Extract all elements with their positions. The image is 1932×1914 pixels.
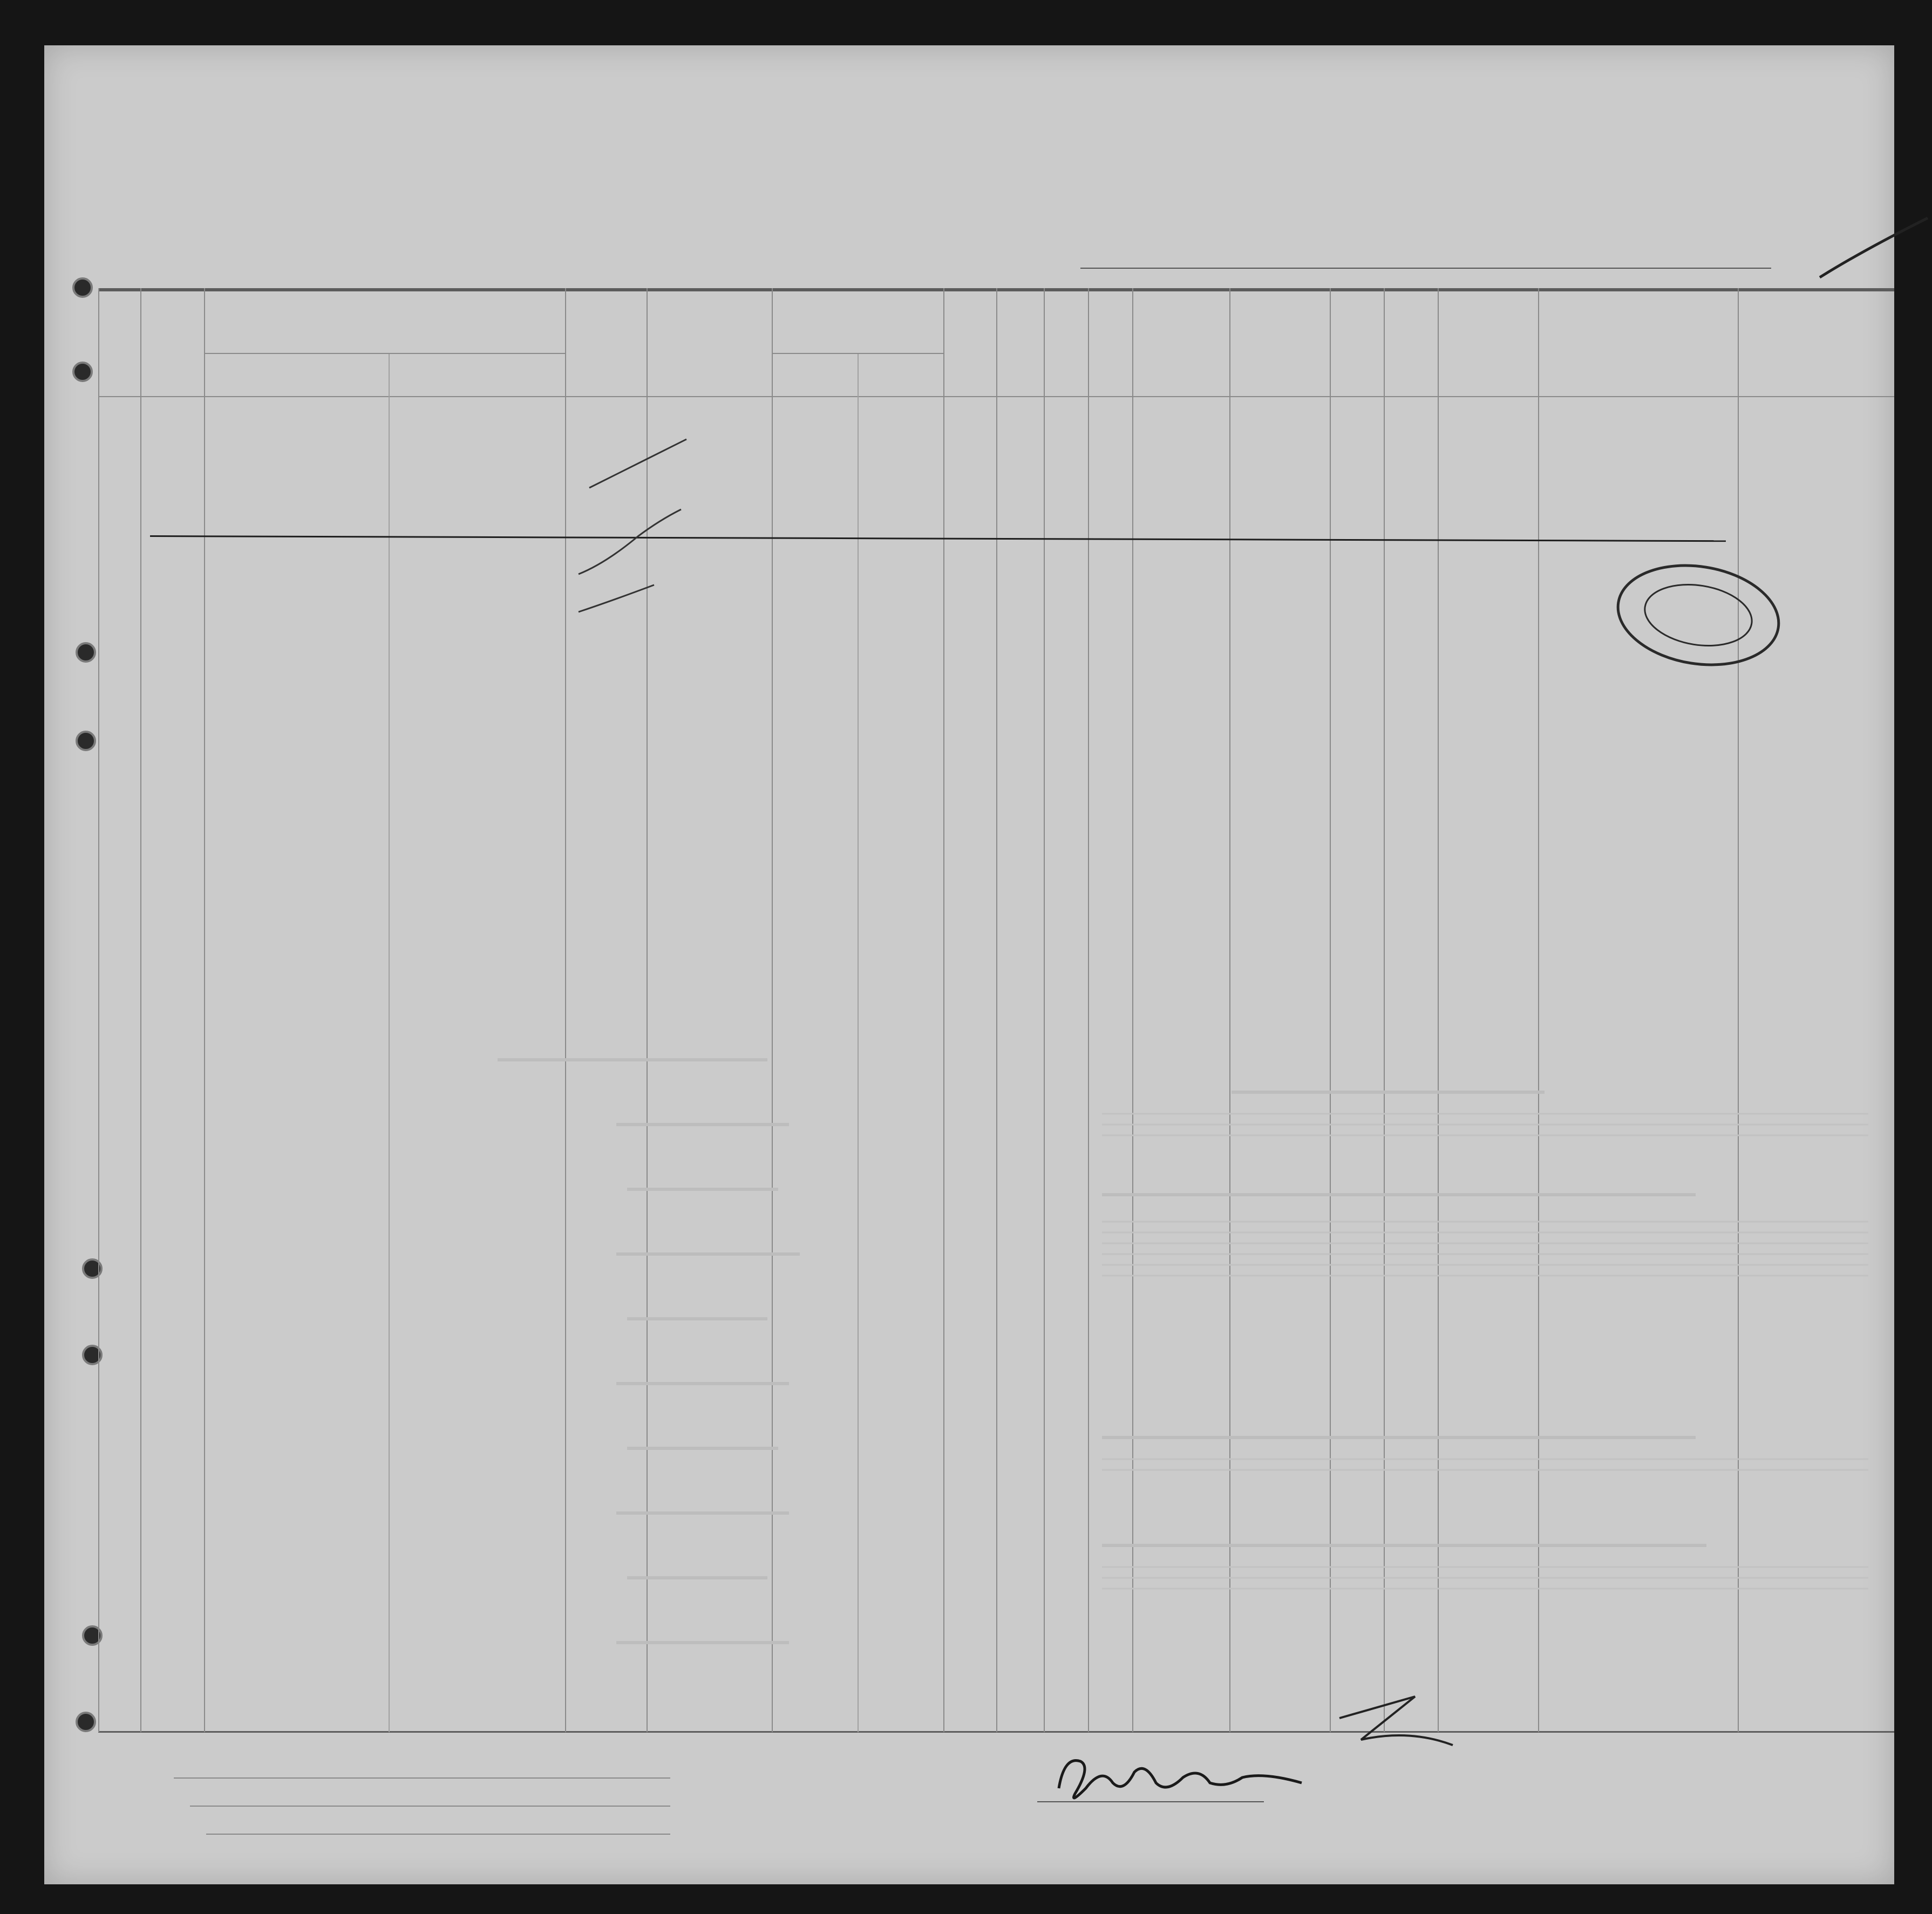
owners-blank — [190, 1806, 670, 1807]
inspector-signature — [1048, 1745, 1318, 1810]
binder-hole — [76, 1712, 96, 1732]
stamp-ring — [1608, 552, 1789, 678]
strike-through-line — [150, 535, 1726, 542]
binder-hole — [76, 731, 96, 751]
agents-blank — [206, 1834, 670, 1835]
reverse-side-show-through — [465, 1017, 1890, 1718]
pen-stroke — [1814, 207, 1932, 283]
col-divider — [140, 288, 141, 1732]
manifest-sheet — [44, 45, 1894, 1884]
col-divider — [98, 288, 99, 1732]
vessel-underline — [1080, 268, 1771, 269]
mm-office-stamp — [1608, 552, 1789, 678]
binder-hole — [82, 1345, 103, 1365]
pen-ticks — [557, 401, 697, 628]
pen-scrawl — [1329, 1680, 1458, 1761]
col-divider — [204, 288, 205, 1732]
name-subheader-rule — [204, 353, 566, 354]
binder-hole — [72, 277, 93, 298]
binder-hole — [82, 1625, 103, 1646]
line-blank — [174, 1777, 670, 1779]
col-divider — [389, 353, 390, 1732]
shipped-subheader-rule — [772, 353, 943, 354]
binder-hole — [76, 642, 96, 663]
binder-hole — [72, 362, 93, 382]
signature-line — [1037, 1801, 1264, 1802]
binder-hole — [82, 1258, 103, 1279]
